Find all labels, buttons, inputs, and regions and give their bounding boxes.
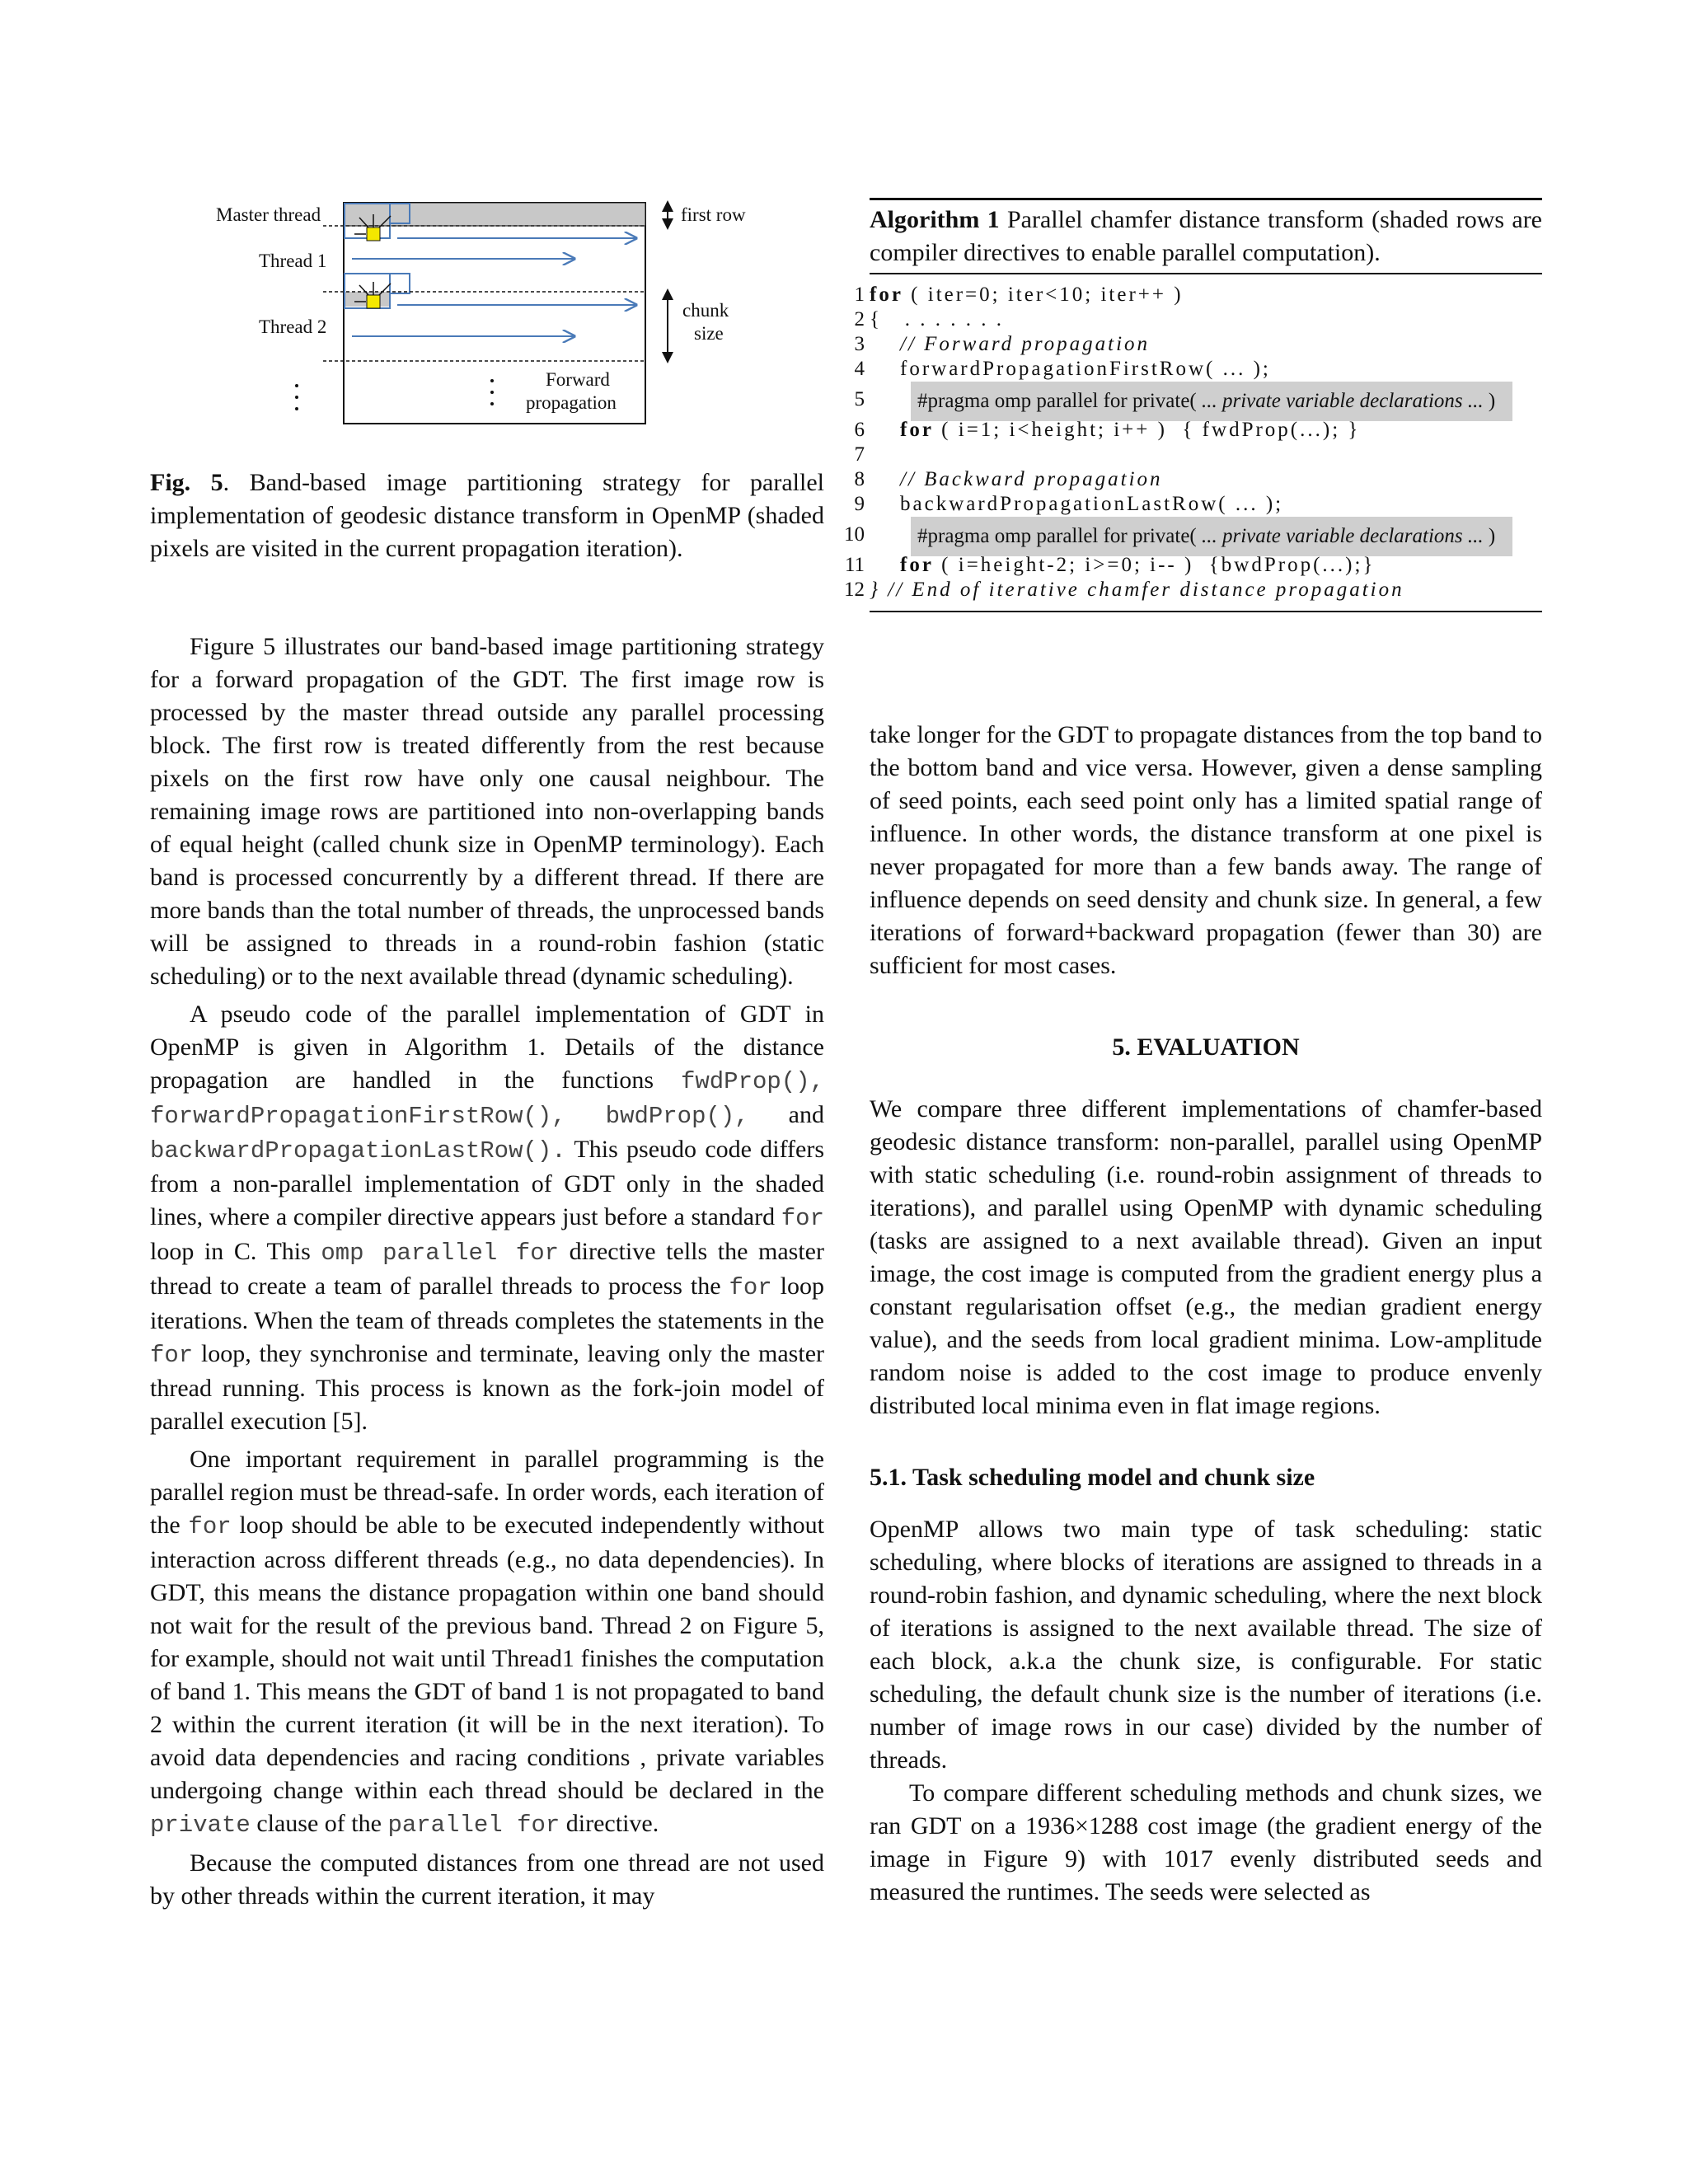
- shaded-directive: #pragma omp parallel for private( ... private variable declarations ... ): [911, 382, 1512, 421]
- code-line: 4 forwardPropagationFirstRow( ... );: [854, 358, 1271, 380]
- code-comment: 3 // Forward propagation: [854, 333, 1151, 355]
- label-propagation: propagation: [526, 392, 617, 413]
- code-line: 11 for ( i=height-2; i>=0; i-- ) {bwdProp(...);}: [844, 554, 1376, 576]
- left-column: [150, 630, 824, 1913]
- label-thread1: Thread 1: [259, 251, 327, 271]
- caption-label: Fig. 5: [150, 469, 223, 496]
- code-comment: 8 // Backward propagation: [854, 468, 1163, 490]
- code-pragma-line: 10 #pragma omp parallel for private( ... private variable declarations ... ): [870, 517, 1542, 553]
- code-line: 12 } // End of iterative chamfer distance propagation: [844, 579, 1404, 601]
- code-line: 2 { . . . . . . .: [854, 308, 1004, 330]
- code-pragma-line: 5 #pragma omp parallel for private( ... private variable declarations ... ): [870, 382, 1542, 418]
- paragraph: A pseudo code of the parallel implementation of GDT in OpenMP is given in Algorithm 1. Details of the distance propagation are handled in the functions fwdProp(), forwardPropagationFirstRow(), bwdProp(), and backwardPropagationLastRow(). This pseudo code differs from a non-parallel implementation of GDT only in the shaded lines, where a compiler directive appears just before a standard for loop in C. This omp parallel for directive tells the master thread to create a team of parallel threads to process the for loop iterations. When the team of threads completes the statements in the for loop, they synchronise and terminate, leaving only the master thread running. This process is known as the fork-join model of parallel execution [5].: [150, 1001, 824, 1435]
- code-line: 6 for ( i=1; i<height; i++ ) { fwdProp(...); }: [854, 419, 1361, 441]
- paragraph: take longer for the GDT to propagate distances from the top band to the bottom band and vice versa. However, given a dense sampling of seed points, each seed point only has a limited spatial range of influence. In other words, the distance transform at one pixel is never propagated for more than a few bands away. The range of influence depends on seed density and chunk size. In general, a few iterations of forward+backward propagation (fewer than 30) are sufficient for most cases.: [870, 721, 1542, 979]
- first-row-shade: [344, 203, 645, 226]
- subsection-heading: 5.1. Task scheduling model and chunk size: [870, 1464, 1315, 1491]
- caption-text: . Band-based image partitioning strategy for parallel implementation of geodesic distance transform in OpenMP (shaded pixels are visited in the current propagation iteration).: [150, 469, 824, 562]
- paragraph: We compare three different implementations of chamfer-based geodesic distance transform: non-parallel, parallel using OpenMP with static scheduling (i.e. round-robin assignment of threads to iterations), and parallel using OpenMP with dynamic scheduling (tasks are assigned to a next available thread). Given an input image, the cost image is computed from the gradient energy plus a constant regularisation offset (e.g., the median gradient energy value), and the seeds from local gradient minima. Low-amplitude random noise is added to the cost image to produce envenly distributed local minima even in flat image regions.: [870, 1095, 1542, 1419]
- algorithm-1: [844, 198, 1542, 612]
- image-frame: [344, 203, 645, 424]
- label-thread2: Thread 2: [259, 316, 327, 337]
- code-line: 9 backwardPropagationLastRow( ... );: [854, 493, 1284, 515]
- label-size: size: [694, 323, 724, 344]
- paragraph: One important requirement in parallel programming is the parallel region must be thread-safe. In order words, each iteration of the for loop should be able to be executed independently without interaction across different threads (e.g., no data dependencies). In GDT, this means the distance propagation within one band should not wait for the result of the previous band. Thread 2 on Figure 5, for example, should not wait until Thread1 finishes the computation of band 1. This means the GDT of band 1 is not propagated to band 2 within the current iteration (it will be in the next iteration). To avoid data dependencies and racing conditions , private variables undergoing change within each thread should be declared in the private clause of the parallel for directive.: [150, 1446, 824, 1839]
- paragraph: OpenMP allows two main type of task scheduling: static scheduling, where blocks of iterations are assigned to threads in a round-robin fashion, and dynamic scheduling, where the next block of iterations is assigned to the next available thread. The size of each block, a.k.a the chunk size, is configurable. For static scheduling, the default chunk size is the number of iterations (i.e. number of image rows in our case) divided by the number of threads.: [870, 1516, 1542, 1774]
- figure-5-diagram: [208, 191, 785, 438]
- section-heading: 5. EVALUATION: [1112, 1033, 1300, 1061]
- pixel-thread2: [367, 295, 380, 308]
- shaded-directive: #pragma omp parallel for private( ... private variable declarations ... ): [911, 517, 1512, 556]
- label-master-thread: Master thread: [216, 204, 321, 225]
- label-forward: Forward: [546, 369, 610, 390]
- pixel-thread1: [367, 227, 380, 241]
- figure-caption: [150, 466, 824, 565]
- code-line: 1 for ( iter=0; iter<10; iter++ ): [854, 284, 1184, 306]
- code-line: 7: [854, 443, 865, 466]
- paragraph: Because the computed distances from one thread are not used by other threads within the current iteration, it may: [150, 1849, 824, 1910]
- label-chunk: chunk: [682, 300, 729, 321]
- label-first-row: first row: [681, 204, 746, 225]
- paragraph: Figure 5 illustrates our band-based image partitioning strategy for a forward propagation of the GDT. The first image row is processed by the master thread outside any parallel processing block. The first row is treated differently from the rest because pixels on the first row have only one causal neighbour. The remaining image rows are partitioned into non-overlapping bands of equal height (called chunk size in OpenMP terminology). Each band is processed concurrently by a different thread. If there are more bands than the total number of threads, the unprocessed bands will be assigned to threads in a round-robin fashion (static scheduling) or to the next available thread (dynamic scheduling).: [150, 633, 824, 990]
- algorithm-title: Algorithm 1 Parallel chamfer distance transform (shaded rows are compiler directives to enable parallel computation).: [870, 200, 1542, 274]
- right-column: [870, 719, 1542, 1909]
- paragraph: To compare different scheduling methods and chunk sizes, we ran GDT on a 1936×1288 cost image (the gradient energy of the image in Figure 9) with 1017 evenly distributed seeds and measured the runtimes. The seeds were selected as: [870, 1779, 1542, 1905]
